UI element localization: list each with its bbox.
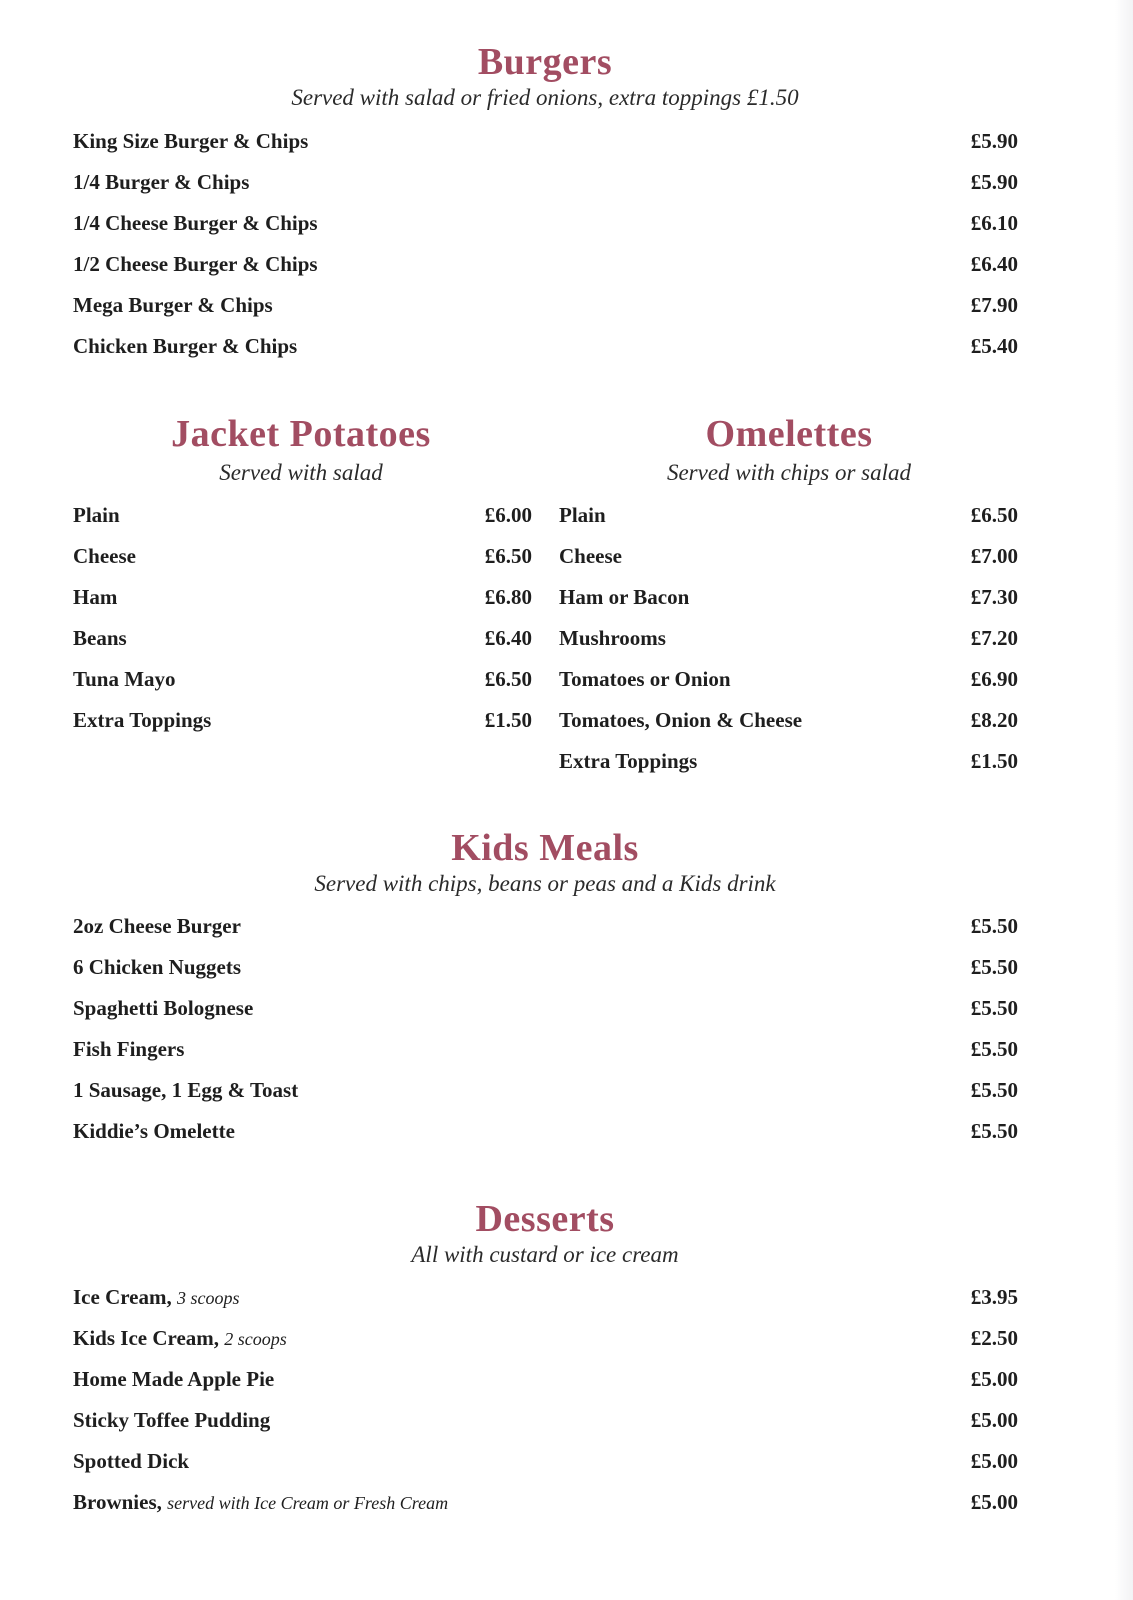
item-price: £7.30: [970, 585, 1018, 609]
item-name: Chicken Burger & Chips: [73, 334, 298, 358]
burgers-subtitle: Served with salad or fried onions, extra toppings £1.50: [291, 85, 799, 110]
desserts-heading: Desserts: [475, 1198, 615, 1240]
menu-item: [559, 582, 1018, 612]
menu-item: [73, 331, 1018, 361]
item-note: served with Ice Cream or Fresh Cream: [167, 1493, 449, 1513]
item-price: £6.00: [484, 503, 532, 527]
item-note: 3 scoops: [177, 1288, 240, 1308]
menu-item: [73, 126, 1018, 156]
item-name: 1/4 Cheese Burger & Chips: [73, 211, 318, 235]
item-price: £6.10: [970, 211, 1018, 235]
item-name: Plain: [559, 503, 606, 527]
menu-item: [559, 541, 1018, 571]
burgers-heading: Burgers: [477, 41, 613, 83]
menu-item: [559, 500, 1018, 530]
menu-item: [73, 208, 1018, 238]
item-price: £5.00: [970, 1449, 1018, 1473]
item-name: 1 Sausage, 1 Egg & Toast: [73, 1078, 299, 1102]
menu-item: [73, 1446, 1018, 1476]
omelettes-heading: Omelettes: [705, 413, 873, 455]
item-name: [73, 1282, 240, 1313]
item-name: Sticky Toffee Pudding: [73, 1408, 271, 1432]
menu-item: [559, 664, 1018, 694]
item-name: Home Made Apple Pie: [73, 1367, 275, 1391]
item-name: Cheese: [73, 544, 136, 568]
item-price: £1.50: [970, 749, 1018, 773]
item-name: Mushrooms: [559, 626, 666, 650]
item-name: Plain: [73, 503, 120, 527]
item-price: £5.40: [970, 334, 1018, 358]
item-price: £5.90: [970, 129, 1018, 153]
menu-item: [73, 290, 1018, 320]
desserts-subtitle: All with custard or ice cream: [411, 1242, 679, 1267]
item-name: Ham or Bacon: [559, 585, 690, 609]
menu-item: [73, 911, 1018, 941]
item-name: Beans: [73, 626, 127, 650]
item-price: £2.50: [970, 1326, 1018, 1350]
menu-item: [559, 705, 1018, 735]
menu-item: [73, 664, 532, 694]
item-name: Extra Toppings: [559, 749, 698, 773]
menu-item: [73, 1034, 1018, 1064]
item-name: Spotted Dick: [73, 1449, 190, 1473]
item-name: Mega Burger & Chips: [73, 293, 273, 317]
omelettes-subtitle: Served with chips or salad: [666, 460, 912, 485]
item-price: £5.50: [970, 1119, 1018, 1143]
item-price: £6.50: [970, 503, 1018, 527]
item-name: 6 Chicken Nuggets: [73, 955, 242, 979]
item-name: 2oz Cheese Burger: [73, 914, 241, 938]
item-price: £7.00: [970, 544, 1018, 568]
item-price: £7.90: [970, 293, 1018, 317]
jacket-potatoes-subtitle: Served with salad: [219, 460, 383, 485]
menu-item: [559, 623, 1018, 653]
item-name: Ham: [73, 585, 118, 609]
item-name: Tomatoes, Onion & Cheese: [559, 708, 803, 732]
item-price: £5.50: [970, 1037, 1018, 1061]
menu-item: [73, 1116, 1018, 1146]
item-price: £6.50: [484, 544, 532, 568]
menu-item: [73, 1282, 1018, 1312]
menu-item: [73, 1075, 1018, 1105]
item-name-text: Ice Cream,: [73, 1285, 172, 1309]
item-price: £5.50: [970, 1078, 1018, 1102]
item-price: £5.50: [970, 955, 1018, 979]
item-price: £1.50: [484, 708, 532, 732]
item-name: [73, 1487, 448, 1518]
menu-item: [73, 1364, 1018, 1394]
item-price: £5.50: [970, 996, 1018, 1020]
item-price: £6.90: [970, 667, 1018, 691]
item-name: King Size Burger & Chips: [73, 129, 309, 153]
kids-meals-heading: Kids Meals: [451, 827, 639, 869]
menu-item: [73, 249, 1018, 279]
menu-item: [73, 993, 1018, 1023]
item-price: £6.40: [484, 626, 532, 650]
item-name: Tuna Mayo: [73, 667, 176, 691]
item-price: £5.00: [970, 1490, 1018, 1514]
item-name: Spaghetti Bolognese: [73, 996, 254, 1020]
item-name: 1/4 Burger & Chips: [73, 170, 250, 194]
menu-item: [73, 541, 532, 571]
item-name: Extra Toppings: [73, 708, 212, 732]
menu-item: [73, 1323, 1018, 1353]
item-name-text: Kids Ice Cream,: [73, 1326, 220, 1350]
item-name: Tomatoes or Onion: [559, 667, 731, 691]
item-name: Fish Fingers: [73, 1037, 185, 1061]
menu-item: [73, 1487, 1018, 1517]
item-price: £6.40: [970, 252, 1018, 276]
menu-item: [73, 582, 532, 612]
menu-item: [73, 705, 532, 735]
item-price: £3.95: [970, 1285, 1018, 1309]
item-price: £5.90: [970, 170, 1018, 194]
item-name: Cheese: [559, 544, 622, 568]
menu-item: [73, 500, 532, 530]
item-price: £8.20: [970, 708, 1018, 732]
menu-item: [73, 623, 532, 653]
item-name: Kiddie’s Omelette: [73, 1119, 235, 1143]
item-name: [73, 1323, 287, 1354]
scan-edge-shadow: [1115, 0, 1133, 1600]
item-price: £6.80: [484, 585, 532, 609]
item-name: 1/2 Cheese Burger & Chips: [73, 252, 318, 276]
item-price: £5.50: [970, 914, 1018, 938]
item-price: £5.00: [970, 1367, 1018, 1391]
item-name-text: Brownies,: [73, 1490, 162, 1514]
item-price: £6.50: [484, 667, 532, 691]
item-price: £5.00: [970, 1408, 1018, 1432]
item-price: £7.20: [970, 626, 1018, 650]
menu-item: [73, 167, 1018, 197]
menu-item: [559, 746, 1018, 776]
item-note: 2 scoops: [224, 1329, 287, 1349]
menu-item: [73, 1405, 1018, 1435]
jacket-potatoes-heading: Jacket Potatoes: [171, 413, 431, 455]
kids-meals-subtitle: Served with chips, beans or peas and a Kids drink: [314, 871, 776, 896]
menu-item: [73, 952, 1018, 982]
